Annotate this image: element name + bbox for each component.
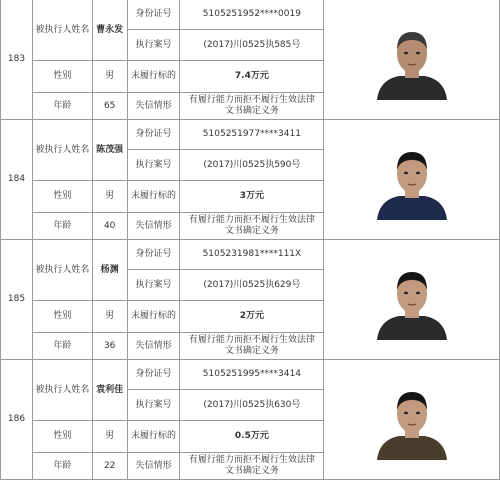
gender-value: 男: [92, 61, 127, 93]
age-value: 36: [92, 333, 127, 360]
gender-value: 男: [92, 181, 127, 213]
label-age: 年龄: [32, 453, 92, 480]
id-number: 5105231981****111X: [180, 240, 324, 270]
amount-value: 7.4万元: [180, 61, 324, 93]
label-amount: 未履行标的: [127, 421, 180, 453]
label-amount: 未履行标的: [127, 61, 180, 93]
portrait-photo: [369, 140, 455, 220]
label-case: 执行案号: [127, 150, 180, 181]
record-number: 183: [1, 0, 33, 120]
situation-text: 有履行能力而拒不履行生效法律文书确定义务: [180, 333, 324, 360]
gender-value: 男: [92, 421, 127, 453]
label-amount: 未履行标的: [127, 181, 180, 213]
debtor-name: 曹永发: [92, 0, 127, 61]
amount-value: 0.5万元: [180, 421, 324, 453]
age-value: 40: [92, 213, 127, 240]
label-id: 身份证号: [127, 120, 180, 150]
portrait-photo: [369, 20, 455, 100]
case-number: (2017)川0525执629号: [180, 270, 324, 301]
case-number: (2017)川0525执590号: [180, 150, 324, 181]
photo-cell: [324, 120, 500, 240]
portrait-photo: [369, 380, 455, 460]
label-gender: 性别: [32, 181, 92, 213]
gender-value: 男: [92, 301, 127, 333]
situation-text: 有履行能力而拒不履行生效法律文书确定义务: [180, 213, 324, 240]
label-case: 执行案号: [127, 30, 180, 61]
id-number: 5105251952****0019: [180, 0, 324, 30]
amount-value: 3万元: [180, 181, 324, 213]
label-age: 年龄: [32, 213, 92, 240]
case-number: (2017)川0525执630号: [180, 390, 324, 421]
label-situation: 失信情形: [127, 213, 180, 240]
label-id: 身份证号: [127, 0, 180, 30]
label-age: 年龄: [32, 333, 92, 360]
record-number: 185: [1, 240, 33, 360]
label-case: 执行案号: [127, 390, 180, 421]
age-value: 65: [92, 93, 127, 120]
label-name: 被执行人姓名: [32, 120, 92, 181]
label-name: 被执行人姓名: [32, 0, 92, 61]
label-gender: 性别: [32, 301, 92, 333]
record-number: 186: [1, 360, 33, 480]
photo-cell: [324, 240, 500, 360]
debtor-name: 杨渊: [92, 240, 127, 301]
amount-value: 2万元: [180, 301, 324, 333]
label-gender: 性别: [32, 61, 92, 93]
debtor-name: 袁利佳: [92, 360, 127, 421]
label-situation: 失信情形: [127, 333, 180, 360]
label-id: 身份证号: [127, 240, 180, 270]
id-number: 5105251977****3411: [180, 120, 324, 150]
photo-cell: [324, 0, 500, 120]
debtor-name: 陈茂强: [92, 120, 127, 181]
label-case: 执行案号: [127, 270, 180, 301]
label-amount: 未履行标的: [127, 301, 180, 333]
case-number: (2017)川0525执585号: [180, 30, 324, 61]
id-number: 5105251995****3414: [180, 360, 324, 390]
photo-cell: [324, 360, 500, 480]
label-gender: 性别: [32, 421, 92, 453]
portrait-photo: [369, 260, 455, 340]
label-situation: 失信情形: [127, 93, 180, 120]
record-number: 184: [1, 120, 33, 240]
situation-text: 有履行能力而拒不履行生效法律文书确定义务: [180, 93, 324, 120]
label-name: 被执行人姓名: [32, 240, 92, 301]
label-name: 被执行人姓名: [32, 360, 92, 421]
label-age: 年龄: [32, 93, 92, 120]
label-situation: 失信情形: [127, 453, 180, 480]
label-id: 身份证号: [127, 360, 180, 390]
situation-text: 有履行能力而拒不履行生效法律文书确定义务: [180, 453, 324, 480]
age-value: 22: [92, 453, 127, 480]
